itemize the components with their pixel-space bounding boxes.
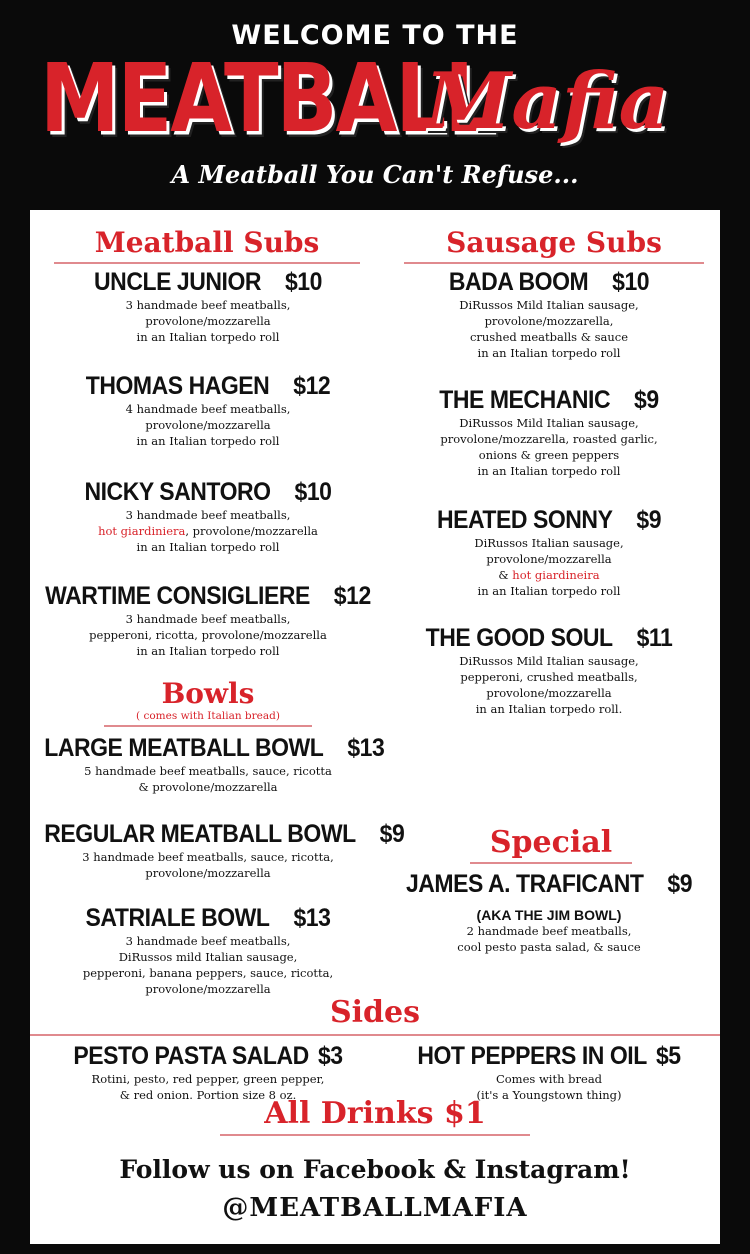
item-desc-highlight: hot giardineira bbox=[512, 568, 600, 582]
item-desc: , provolone/mozzarella bbox=[185, 524, 318, 538]
item-name: LARGE MEATBALL BOWL bbox=[44, 734, 324, 762]
item-desc: onions & green peppers bbox=[478, 448, 620, 462]
bowls-title: Bowls bbox=[161, 677, 255, 710]
special-heading bbox=[470, 826, 632, 860]
item-name: HEATED SONNY bbox=[436, 506, 613, 534]
item-desc: provolone/mozzarella bbox=[145, 314, 271, 328]
item-desc: pepperoni, ricotta, provolone/mozzarella bbox=[89, 628, 327, 642]
social-handle: @MEATBALLMAFIA bbox=[222, 1193, 528, 1223]
item-desc: & provolone/mozzarella bbox=[138, 780, 278, 794]
drinks-text: All Drinks $1 bbox=[264, 1096, 486, 1131]
divider bbox=[30, 1034, 720, 1036]
item-desc: provolone/mozzarella bbox=[486, 686, 612, 700]
item-desc: Comes with bread bbox=[495, 1072, 603, 1086]
menu-item bbox=[378, 268, 720, 361]
item-price: $10 bbox=[294, 478, 332, 506]
drinks-heading bbox=[220, 1096, 530, 1132]
item-desc: provolone/mozzarella, bbox=[484, 314, 614, 328]
item-price: $9 bbox=[636, 506, 662, 534]
side-item bbox=[30, 1042, 386, 1103]
item-desc: in an Italian torpedo roll bbox=[477, 464, 621, 478]
item-price: $9 bbox=[667, 870, 693, 898]
item-desc: pepperoni, banana peppers, sauce, ricotta, bbox=[82, 966, 334, 980]
item-desc: Rotini, pesto, red pepper, green pepper, bbox=[91, 1072, 325, 1086]
menu-card bbox=[30, 210, 720, 1244]
divider bbox=[404, 262, 704, 264]
social-line: Follow us on Facebook & Instagram! bbox=[119, 1155, 631, 1184]
item-desc: DiRussos Mild Italian sausage, bbox=[459, 416, 639, 430]
item-name: THOMAS HAGEN bbox=[85, 372, 270, 400]
item-desc: cool pesto pasta salad, & sauce bbox=[457, 940, 641, 954]
item-desc-highlight: hot giardiniera bbox=[98, 524, 186, 538]
item-desc: & red onion. Portion size 8 oz. bbox=[119, 1088, 297, 1102]
item-desc: 5 handmade beef meatballs, sauce, ricotta bbox=[84, 764, 332, 778]
menu-item bbox=[378, 624, 720, 717]
tagline: A Meatball You Can't Refuse... bbox=[171, 160, 579, 189]
item-desc: in an Italian torpedo roll bbox=[136, 540, 280, 554]
item-desc: DiRussos Mild Italian sausage, bbox=[459, 298, 639, 312]
item-desc: in an Italian torpedo roll bbox=[136, 644, 280, 658]
item-desc: pepperoni, crushed meatballs, bbox=[460, 670, 638, 684]
item-price: $5 bbox=[655, 1042, 681, 1070]
sausage-subs-title: Sausage Subs bbox=[446, 226, 662, 259]
item-desc: in an Italian torpedo roll bbox=[136, 434, 280, 448]
item-desc: 3 handmade beef meatballs, sauce, ricotta, bbox=[82, 850, 334, 864]
menu-item bbox=[30, 478, 386, 555]
item-price: $10 bbox=[284, 268, 322, 296]
item-price: $3 bbox=[317, 1042, 343, 1070]
item-desc: provolone/mozzarella bbox=[145, 982, 271, 996]
menu-item bbox=[30, 372, 386, 449]
item-desc: crushed meatballs & sauce bbox=[469, 330, 629, 344]
item-name: JAMES A. TRAFICANT bbox=[405, 870, 644, 898]
item-name: REGULAR MEATBALL BOWL bbox=[44, 820, 356, 848]
item-desc: & bbox=[498, 568, 513, 582]
item-desc: (it's a Youngstown thing) bbox=[476, 1088, 622, 1102]
sausage-subs-heading bbox=[404, 226, 704, 260]
item-price: $9 bbox=[634, 386, 659, 414]
item-name: HOT PEPPERS IN OIL bbox=[417, 1042, 647, 1070]
item-desc: 4 handmade beef meatballs, bbox=[125, 402, 291, 416]
item-desc: DiRussos mild Italian sausage, bbox=[118, 950, 298, 964]
item-price: $11 bbox=[636, 624, 673, 652]
item-price: $12 bbox=[293, 372, 331, 400]
sides-title: Sides bbox=[329, 995, 420, 1030]
item-desc: 3 handmade beef meatballs, bbox=[125, 612, 291, 626]
welcome-text: WELCOME TO THE bbox=[231, 20, 519, 51]
item-desc: provolone/mozzarella bbox=[145, 418, 271, 432]
menu-item bbox=[378, 506, 720, 599]
item-price: $9 bbox=[379, 820, 405, 848]
item-name: THE MECHANIC bbox=[439, 386, 611, 414]
item-desc: in an Italian torpedo roll bbox=[136, 330, 280, 344]
item-desc: DiRussos Mild Italian sausage, bbox=[459, 654, 639, 668]
menu-item bbox=[30, 820, 405, 881]
meatball-subs-title: Meatball Subs bbox=[94, 226, 320, 259]
item-name: BADA BOOM bbox=[448, 268, 589, 296]
item-name: SATRIALE BOWL bbox=[85, 904, 270, 932]
menu-item bbox=[30, 268, 386, 345]
menu-item bbox=[30, 904, 386, 997]
item-desc: provolone/mozzarella bbox=[486, 552, 612, 566]
divider bbox=[220, 1134, 530, 1136]
item-name: THE GOOD SOUL bbox=[425, 624, 613, 652]
item-price: $13 bbox=[347, 734, 385, 762]
special-title: Special bbox=[489, 825, 613, 860]
item-name: UNCLE JUNIOR bbox=[94, 268, 262, 296]
item-desc: 3 handmade beef meatballs, bbox=[125, 508, 291, 522]
header bbox=[0, 0, 750, 210]
item-name: NICKY SANTORO bbox=[84, 478, 271, 506]
item-desc: 3 handmade beef meatballs, bbox=[125, 298, 291, 312]
item-desc: 3 handmade beef meatballs, bbox=[125, 934, 291, 948]
item-desc: in an Italian torpedo roll bbox=[477, 584, 621, 598]
side-item bbox=[378, 1042, 720, 1103]
item-price: $10 bbox=[612, 268, 650, 296]
meatball-subs-heading bbox=[54, 226, 360, 260]
divider bbox=[104, 725, 312, 727]
logo-main-text: MEATBALL bbox=[40, 43, 494, 154]
item-desc: provolone/mozzarella bbox=[145, 866, 271, 880]
bowls-note: ( comes with Italian bread) bbox=[136, 710, 280, 722]
item-price: $12 bbox=[333, 582, 371, 610]
item-name: PESTO PASTA SALAD bbox=[73, 1042, 309, 1070]
menu-item bbox=[30, 734, 386, 795]
bowls-heading bbox=[130, 678, 286, 710]
divider bbox=[54, 262, 360, 264]
logo-script-text: Mafia bbox=[425, 56, 670, 147]
item-name: WARTIME CONSIGLIERE bbox=[45, 582, 310, 610]
divider bbox=[470, 862, 632, 864]
menu-item bbox=[378, 386, 720, 479]
logo bbox=[0, 43, 750, 154]
sides-heading bbox=[290, 996, 460, 1030]
special-item bbox=[378, 870, 720, 955]
item-desc: in an Italian torpedo roll. bbox=[475, 702, 623, 716]
menu-item bbox=[30, 582, 386, 659]
item-desc: in an Italian torpedo roll bbox=[477, 346, 621, 360]
item-price: $13 bbox=[293, 904, 331, 932]
item-desc: provolone/mozzarella, roasted garlic, bbox=[440, 432, 658, 446]
item-desc: 2 handmade beef meatballs, bbox=[466, 924, 632, 938]
item-desc: DiRussos Italian sausage, bbox=[474, 536, 624, 550]
special-aka: (AKA THE JIM BOWL) bbox=[476, 907, 622, 923]
